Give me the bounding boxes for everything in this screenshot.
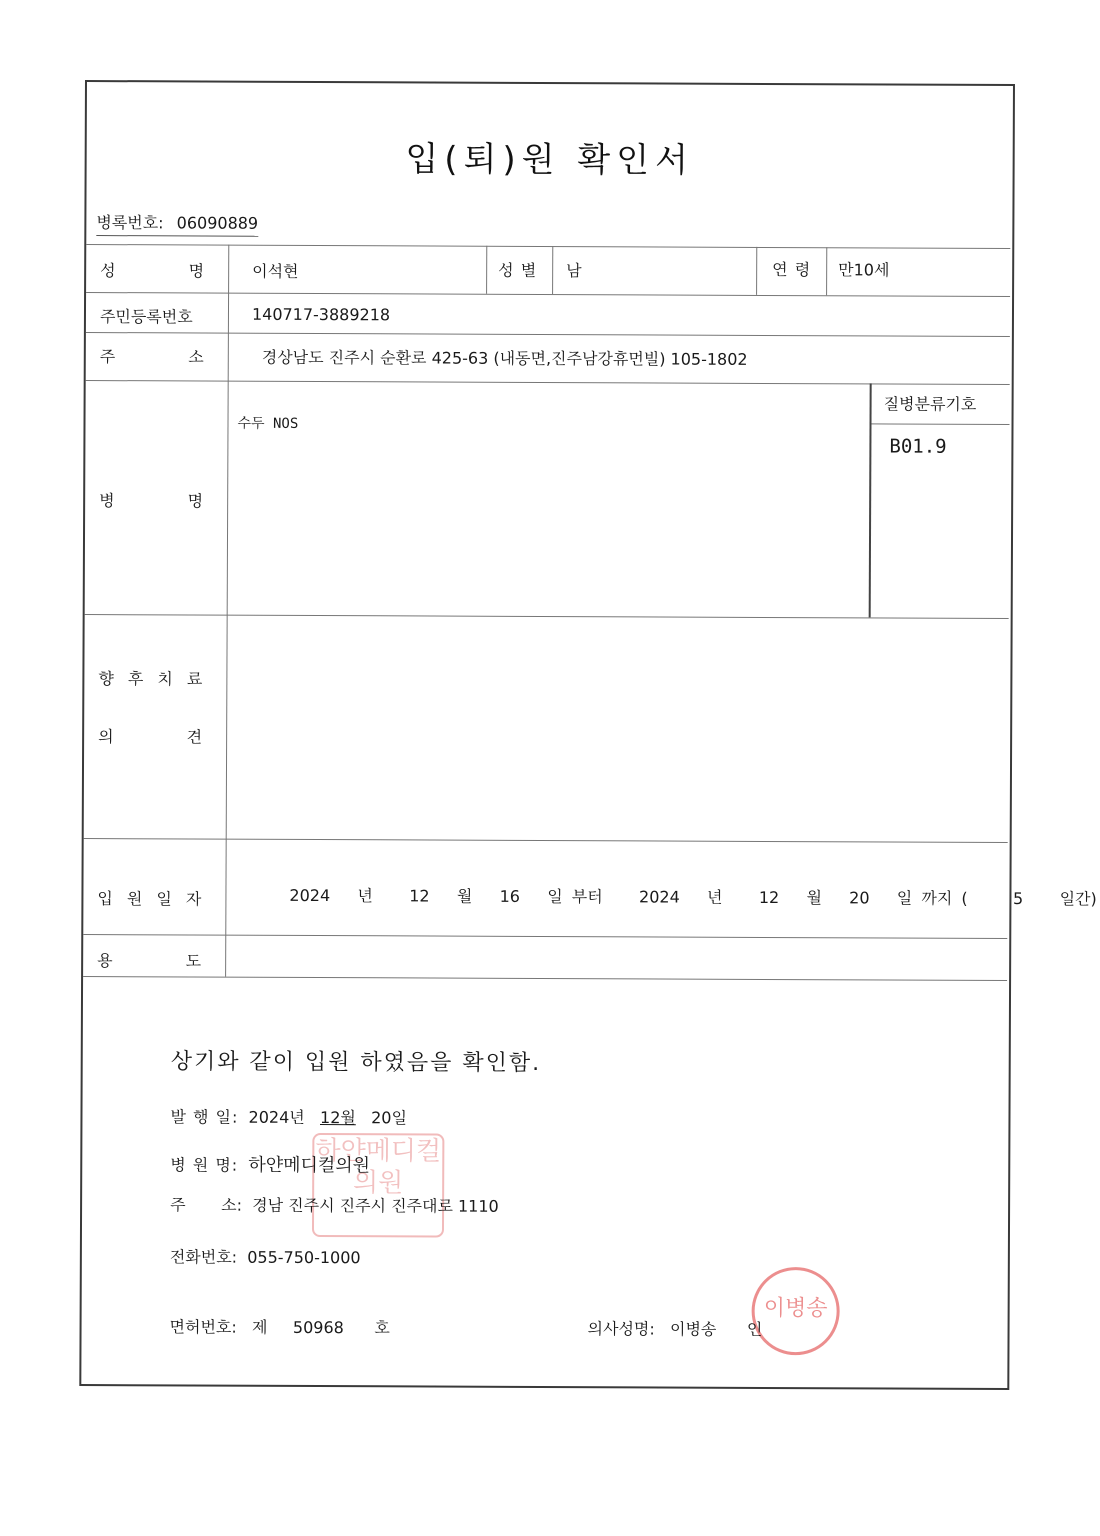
row-line [83, 976, 1007, 981]
age-label: 연 령 [772, 260, 812, 280]
hospital-name: 병 원 명: 하얀메디컬의원 [170, 1154, 371, 1177]
code-header-line [870, 423, 1010, 425]
col-line [486, 246, 487, 294]
issue-date: 발 행 일: 2024년 12월 20일 [170, 1107, 408, 1128]
code-column-line [869, 383, 872, 617]
treatment-label: 향 후 치 료 [98, 669, 203, 689]
sex-label: 성 별 [498, 260, 538, 280]
opinion-label: 의 견 [98, 727, 203, 747]
record-number-label: 병록번호: [96, 213, 164, 233]
doctor-seal-stamp: 이병송 [751, 1267, 839, 1355]
document-title: 입(퇴)원 확인서 [405, 139, 694, 181]
hospital-phone: 전화번호: 055-750-1000 [169, 1247, 361, 1268]
patient-address: 경상남도 진주시 순환로 425-63 (내동면,진주남강휴먼빌) 105-1802 [261, 347, 748, 369]
patient-sex: 남 [566, 261, 582, 281]
row-line [86, 292, 1010, 297]
rrn-label: 주민등록번호 [99, 307, 193, 327]
record-number [96, 210, 258, 237]
patient-name: 이석현 [252, 261, 299, 281]
row-line [83, 934, 1007, 939]
label-column-line [225, 245, 229, 977]
row-line [86, 244, 1010, 249]
diagnosis-label: 병 명 [99, 491, 204, 511]
admission-label: 입 원 일 자 [97, 889, 202, 909]
col-line [552, 246, 553, 294]
confirmation-statement: 상기와 같이 입원 하였음을 확인함. [170, 1049, 542, 1076]
record-number-value: 06090889 [176, 213, 259, 233]
disease-code: B01.9 [889, 435, 947, 458]
disease-code-label: 질병분류기호 [883, 394, 977, 414]
name-label: 성 명 [100, 261, 205, 281]
hospital-address: 주 소: 경남 진주시 진주시 진주대로 1110 [170, 1195, 499, 1216]
col-line [756, 247, 757, 295]
col-line [826, 247, 827, 295]
hospital-seal-stamp: 하얀메디컬의원 [312, 1133, 444, 1238]
address-label: 주 소 [99, 347, 204, 367]
diagnosis-name: 수두 NOS [237, 415, 299, 432]
row-line [86, 332, 1010, 337]
purpose-label: 용 도 [97, 951, 202, 971]
patient-age: 만10세 [838, 260, 890, 280]
doctor-name: 의사성명: 이병송 인 [587, 1319, 763, 1339]
row-line [84, 838, 1008, 843]
seal-mark: 인 [746, 1319, 763, 1339]
patient-rrn: 140717-3889218 [251, 304, 391, 325]
license-number: 면허번호: 제 50968 호 [169, 1317, 390, 1338]
admission-period: 2024 년 12 월 16 일 부터 2024 년 12 월 20 일 까지 ( 5 일간) [289, 885, 1097, 909]
certificate-frame [79, 80, 1097, 1390]
